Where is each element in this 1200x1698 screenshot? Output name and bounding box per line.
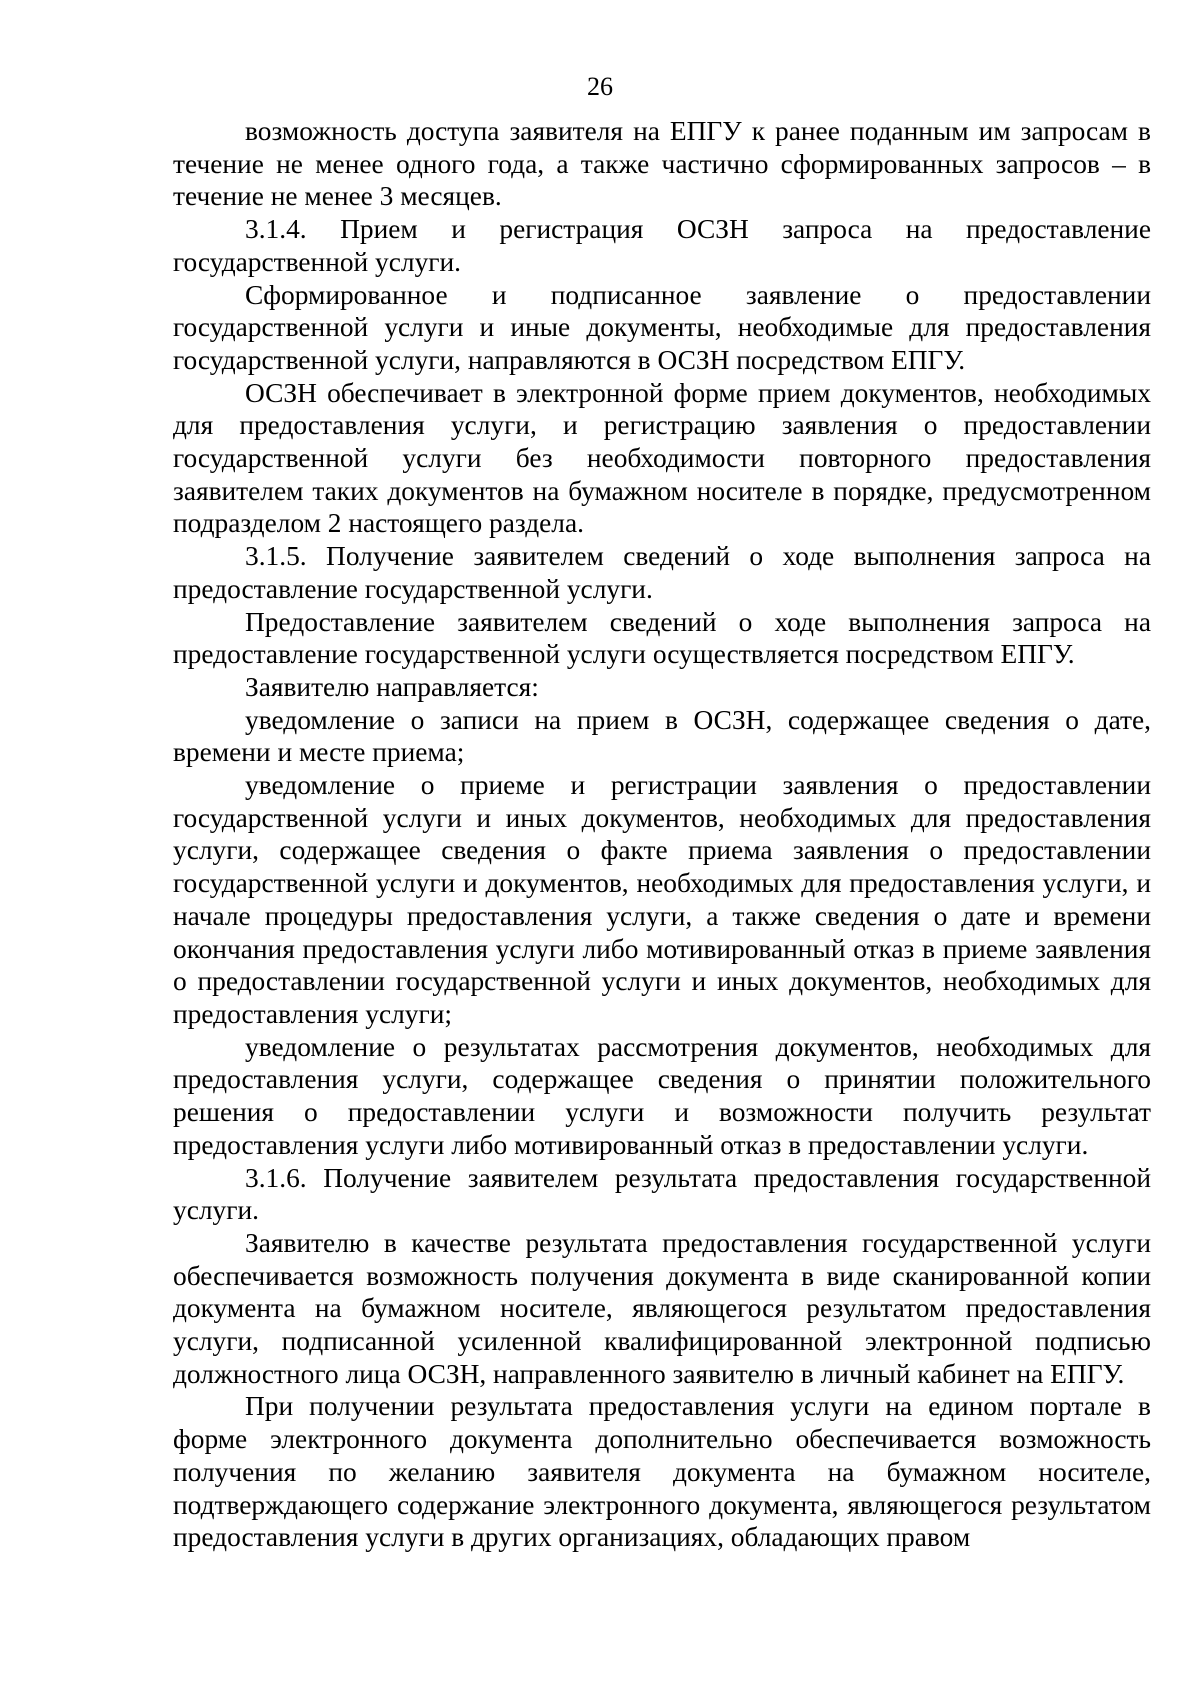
document-body <box>173 115 1151 1554</box>
paragraph: Сформированное и подписанное заявление о предоставлении государственной услуги и иные документы, необходимые для предоставления государственной услуги, направляются в ОСЗН посредством ЕПГУ. <box>173 279 1151 375</box>
list-item-notification: уведомление о результатах рассмотрения документов, необходимых для предоставления услуги, содержащее сведения о принятии положительного решения о предоставлении услуги и возможности получить результат предоставления услуги либо мотивированный отказ в предоставлении услуги. <box>173 1031 1151 1160</box>
paragraph-section-3-1-6: 3.1.6. Получение заявителем результата предоставления государственной услуги. <box>173 1162 1151 1226</box>
paragraph: Предоставление заявителем сведений о ходе выполнения запроса на предоставление государственной услуги осуществляется посредством ЕПГУ. <box>173 606 1151 670</box>
list-item-notification: уведомление о приеме и регистрации заявления о предоставлении государственной услуги и иных документов, необходимых для предоставления услуги, содержащее сведения о факте приема заявления о предоставлении государственной услуги и документов, необходимых для предоставления услуги, и начале процедуры предоставления услуги, а также сведения о дате и времени окончания предоставления услуги либо мотивированный отказ в приеме заявления о предоставлении государственной услуги и иных документов, необходимых для предоставления услуги; <box>173 770 1151 1029</box>
paragraph: Заявителю в качестве результата предоставления государственной услуги обеспечивается возможность получения документа в виде сканированной копии документа на бумажном носителе, являющегося результатом предоставления услуги, подписанной усиленной квалифицированной электронной подписью должностного лица ОСЗН, направленного заявителю в личный кабинет на ЕПГУ. <box>173 1227 1151 1389</box>
paragraph-section-3-1-4: 3.1.4. Прием и регистрация ОСЗН запроса на предоставление государственной услуги. <box>173 214 1151 277</box>
paragraph: ОСЗН обеспечивает в электронной форме прием документов, необходимых для предоставления услуги, и регистрацию заявления о предоставлении государственной услуги без необходимости повторного предоставления заявителем таких документов на бумажном носителе в порядке, предусмотренном подразделом 2 настоящего раздела. <box>173 377 1151 539</box>
paragraph: Заявителю направляется: <box>245 671 539 702</box>
paragraph-section-3-1-5: 3.1.5. Получение заявителем сведений о ходе выполнения запроса на предоставление государственной услуги. <box>173 541 1151 604</box>
paragraph: При получении результата предоставления услуги на едином портале в форме электронного документа дополнительно обеспечивается возможность получения по желанию заявителя документа на бумажном носителе, подтверждающего содержание электронного документа, являющегося результатом предоставления услуги в других организациях, обладающих правом <box>173 1391 1151 1553</box>
paragraph-continuation: возможность доступа заявителя на ЕПГУ к ранее поданным им запросам в течение не менее одного года, а также частично сформированных запросов – в течение не менее 3 месяцев. <box>173 116 1151 212</box>
page-number: 26 <box>587 72 613 101</box>
list-item-notification: уведомление о записи на прием в ОСЗН, содержащее сведения о дате, времени и месте приема; <box>173 704 1151 768</box>
